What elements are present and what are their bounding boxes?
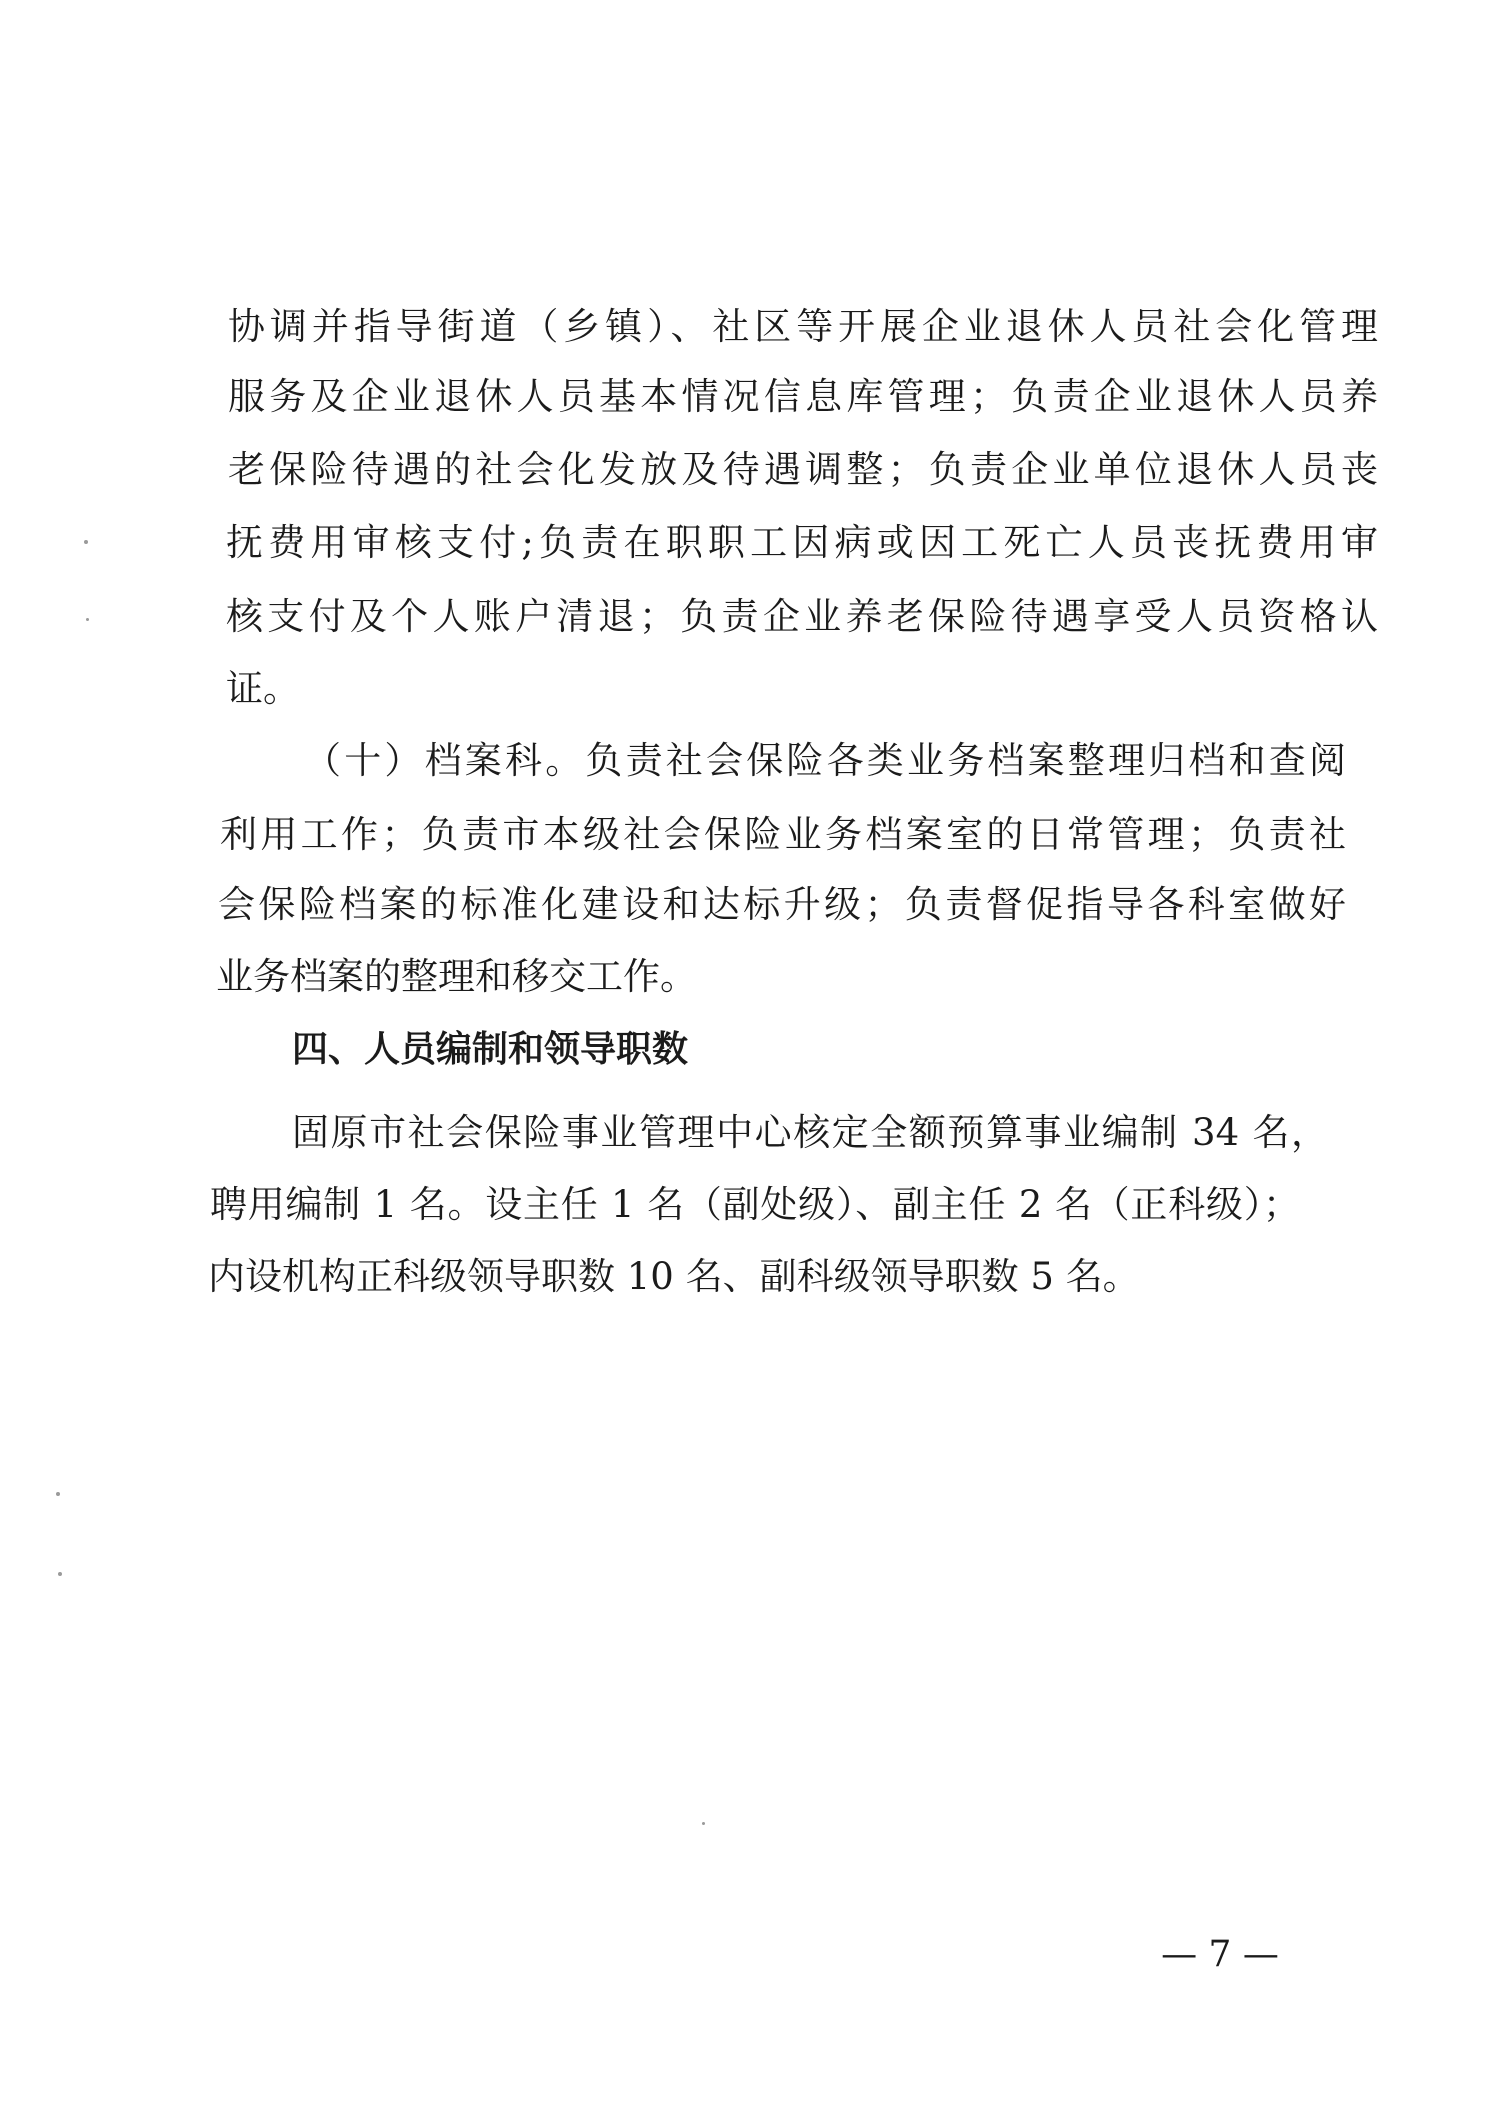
text-line: 核支付及个人账户清退；负责企业养老保险待遇享受人员资格认 [226,595,1378,638]
text-line: 固原市社会保险事业管理中心核定全额预算事业编制 34 名， [292,1111,1328,1154]
text-line: 协调并指导街道（乡镇）、社区等开展企业退休人员社会化管理 [228,305,1378,348]
page-number: — 7 — [1161,1934,1279,1975]
text-line: 会保险档案的标准化建设和达标升级；负责督促指导各科室做好 [218,883,1346,926]
text-line: 服务及企业退休人员基本情况信息库管理；负责企业退休人员养 [228,375,1378,418]
text-line: 利用工作；负责市本级社会保险业务档案室的日常管理；负责社 [220,813,1346,856]
scan-speck [56,1492,60,1496]
text-line: （十）档案科。负责社会保险各类业务档案整理归档和查阅 [304,739,1346,782]
scan-speck [58,1572,62,1576]
text-line: 证。 [226,667,300,710]
text-line: 老保险待遇的社会化发放及待遇调整；负责企业单位退休人员丧 [228,448,1378,491]
text-line: 抚费用审核支付;负责在职职工因病或因工死亡人员丧抚费用审 [226,521,1378,564]
scan-speck [702,1822,705,1825]
text-line: 聘用编制 1 名。设主任 1 名（副处级）、副主任 2 名（正科级）； [210,1183,1300,1226]
text-line: 内设机构正科级领导职数 10 名、副科级领导职数 5 名。 [208,1255,1140,1298]
scan-speck [84,540,88,544]
scan-speck [86,618,89,621]
text-line: 业务档案的整理和移交工作。 [216,955,697,998]
section-heading: 四、人员编制和领导职数 [292,1029,689,1070]
